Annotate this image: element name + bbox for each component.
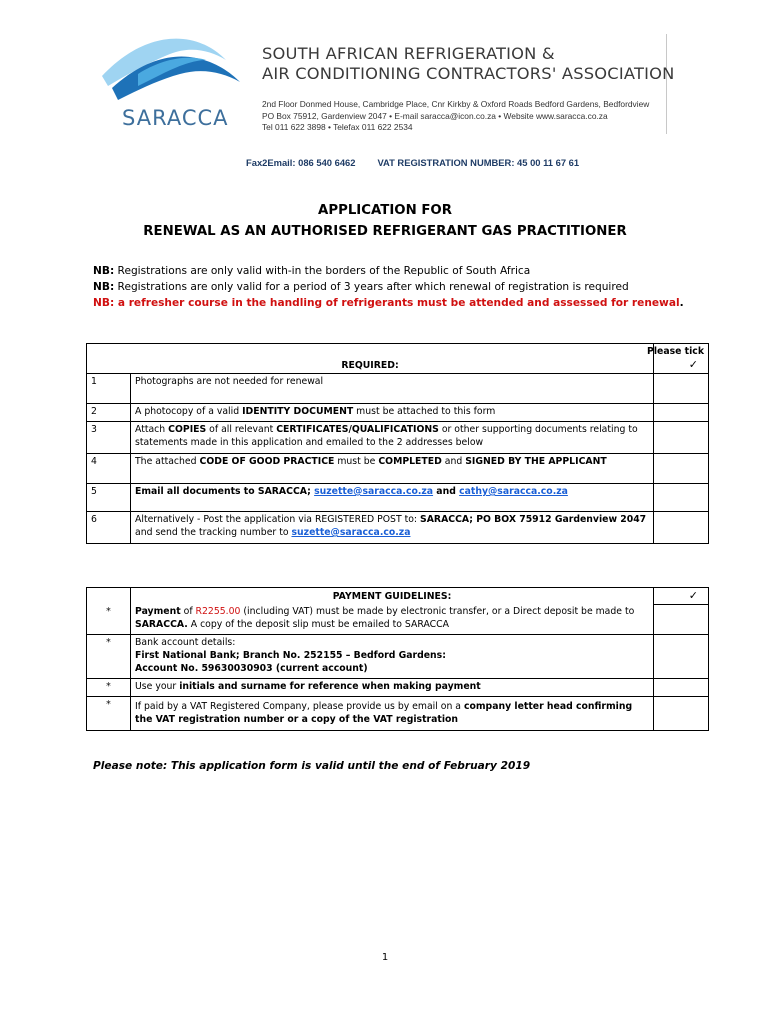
tick-box-payment-4[interactable] [654, 696, 709, 730]
bullet: * [87, 604, 131, 634]
row-number: 5 [87, 484, 131, 512]
table-header-row [87, 588, 709, 605]
table-row [87, 678, 709, 696]
organisation-address [262, 99, 649, 134]
table-row [87, 604, 709, 634]
logo-wordmark: SARACCA [122, 106, 229, 130]
note-3-period: . [679, 297, 684, 309]
address-line1: 2nd Floor Donmed House, Cambridge Place, Cnr Kirkby & Oxford Roads Bedford Gardens, Bedfordview [262, 99, 650, 109]
table-row [87, 422, 709, 454]
note-1-text: Registrations are only valid with-in the borders of the Republic of South Africa [114, 265, 531, 277]
row-number: 1 [87, 374, 131, 404]
nb-label: NB: [93, 281, 115, 293]
org-name-line2: AIR CONDITIONING CONTRACTORS' ASSOCIATION [262, 64, 675, 83]
required-documents-table [86, 343, 709, 544]
note-3-text: NB: a refresher course in the handling of refrigerants must be attended and assessed for renewal [93, 297, 680, 309]
row-text: A photocopy of a valid IDENTITY DOCUMENT must be attached to this form [131, 404, 654, 422]
row-text: Email all documents to SARACCA; suzette@saracca.co.za and cathy@saracca.co.za [131, 484, 654, 512]
row-text: Photographs are not needed for renewal [131, 374, 654, 404]
required-heading: REQUIRED: [87, 344, 654, 374]
tick-icon: ✓ [654, 588, 709, 605]
notes-block [93, 263, 684, 311]
fax-to-email: Fax2Email: 086 540 6462 [246, 157, 356, 168]
table-row [87, 512, 709, 544]
email-link-suzette[interactable]: suzette@saracca.co.za [314, 486, 434, 497]
row-text: Attach COPIES of all relevant CERTIFICATES/QUALIFICATIONS or other supporting documents relating to statements made in this application and emailed to the 2 addresses below [131, 422, 654, 454]
please-tick-label: Please tick [647, 346, 704, 357]
tick-box-3[interactable] [654, 422, 709, 454]
table-row [87, 696, 709, 730]
payment-text-4: If paid by a VAT Registered Company, please provide us by email on a company letter head confirming the VAT registration number or a copy of the VAT registration [131, 696, 654, 730]
bullet: * [87, 678, 131, 696]
note-3 [93, 295, 684, 311]
row-number: 2 [87, 404, 131, 422]
payment-text-1: Payment of R2255.00 (including VAT) must be made by electronic transfer, or a Direct deposit be made to SARACCA. A copy of the deposit slip must be emailed to SARACCA [131, 604, 654, 634]
tick-icon: ✓ [688, 358, 698, 371]
table-row [87, 454, 709, 484]
page-number: 1 [381, 952, 389, 963]
table-row [87, 404, 709, 422]
table-row [87, 634, 709, 678]
tick-box-1[interactable] [654, 374, 709, 404]
fax-vat-line [246, 157, 579, 168]
row-number: 4 [87, 454, 131, 484]
email-link-suzette[interactable]: suzette@saracca.co.za [291, 527, 411, 538]
payment-guidelines-table [86, 587, 709, 731]
table-row [87, 484, 709, 512]
row-number: 6 [87, 512, 131, 544]
bullet: * [87, 696, 131, 730]
tick-box-payment-2[interactable] [654, 634, 709, 678]
row-text: The attached CODE OF GOOD PRACTICE must be COMPLETED and SIGNED BY THE APPLICANT [131, 454, 654, 484]
payment-heading: PAYMENT GUIDELINES: [131, 588, 654, 605]
form-title-line2: RENEWAL AS AN AUTHORISED REFRIGERANT GAS PRACTITIONER [143, 224, 627, 239]
tick-box-2[interactable] [654, 404, 709, 422]
email-link-cathy[interactable]: cathy@saracca.co.za [459, 486, 568, 497]
tick-box-payment-3[interactable] [654, 678, 709, 696]
tick-box-payment-1[interactable] [654, 604, 709, 634]
bullet: * [87, 634, 131, 678]
vat-number: VAT REGISTRATION NUMBER: 45 00 11 67 61 [377, 157, 580, 168]
wave-logo-icon [98, 30, 248, 110]
bank-details: Bank account details: First National Bank; Branch No. 252155 – Bedford Gardens: Account No. 59630030903 (current account) [131, 634, 654, 678]
nb-label: NB: [93, 265, 115, 277]
organisation-name [262, 44, 675, 84]
note-2-text: Registrations are only valid for a period of 3 years after which renewal of registration is required [114, 281, 629, 293]
tick-box-5[interactable] [654, 484, 709, 512]
validity-note: Please note: This application form is valid until the end of February 2019 [93, 760, 531, 772]
tick-box-6[interactable] [654, 512, 709, 544]
address-line2: PO Box 75912, Gardenview 2047 • E-mail saracca@icon.co.za • Website www.saracca.co.za [262, 110, 608, 121]
note-1 [93, 263, 684, 279]
table-row [87, 374, 709, 404]
row-number: 3 [87, 422, 131, 454]
table-header-row [87, 344, 709, 374]
address-line3: Tel 011 622 3898 • Telefax 011 622 2534 [262, 122, 413, 132]
org-name-line1: SOUTH AFRICAN REFRIGERATION & [262, 44, 555, 63]
row-text: Alternatively - Post the application via REGISTERED POST to: SARACCA; PO BOX 75912 Gardenview 2047 and send the tracking number to suzette@saracca.co.za [131, 512, 654, 544]
please-tick-header [647, 344, 709, 374]
payment-amount: R2255.00 [195, 606, 241, 617]
tick-box-4[interactable] [654, 454, 709, 484]
payment-text-3: Use your initials and surname for reference when making payment [131, 678, 654, 696]
form-title-line1: APPLICATION FOR [318, 203, 452, 218]
note-2 [93, 279, 684, 295]
